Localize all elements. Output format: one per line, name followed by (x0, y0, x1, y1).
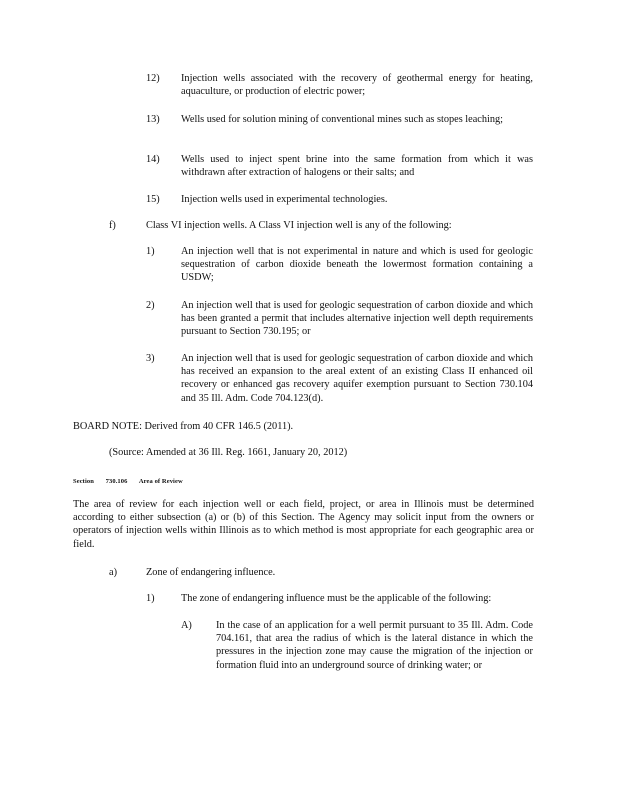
item-number: 12) (146, 73, 160, 84)
item-text: Injection wells used in experimental technologies. (181, 194, 388, 205)
subsection-letter: a) (109, 567, 117, 578)
section-heading (73, 475, 193, 488)
item-number: 1) (146, 593, 155, 604)
item-text: Wells used for solution mining of conventional mines such as stopes leaching; (181, 114, 504, 125)
item-text: Injection wells associated with the recovery of geothermal energy for heating, aquaculture, or production of electric power; (181, 73, 533, 98)
item-number: 1) (146, 246, 155, 257)
section-intro: The area of review for each injection well or each field, project, or area in Illinois must be determined according to either subsection (a) or (b) of this Section. The Agency may solicit input from the owners or operators of injection wells within Illinois as to which method is most appropriate for each geographic area or field. (73, 499, 534, 550)
item-text: The zone of endangering influence must be the applicable of the following: (181, 593, 492, 604)
source-note: (Source: Amended at 36 Ill. Reg. 1661, January 20, 2012) (109, 447, 348, 458)
subsection-heading: Class VI injection wells. A Class VI injection well is any of the following: (146, 220, 452, 231)
item-text: An injection well that is used for geologic sequestration of carbon dioxide and which has received an expansion to the areal extent of an existing Class II enhanced oil recovery or enhanced gas recovery aquifer exemption pursuant to Section 730.104 and 35 Ill. Adm. Code 704.123(d). (181, 353, 533, 404)
item-number: 13) (146, 114, 160, 125)
item-text: In the case of an application for a well permit pursuant to 35 Ill. Adm. Code 704.161, that area the radius of which is the lateral distance in which the pressures in the injection zone may cause the migration of the injection or formation fluid into an underground source of drinking water; or (216, 620, 533, 671)
subsection-heading: Zone of endangering influence. (146, 567, 276, 578)
section-label: Section (73, 478, 94, 485)
subsection-letter: f) (109, 220, 116, 231)
board-note: BOARD NOTE: Derived from 40 CFR 146.5 (2011). (73, 421, 294, 432)
item-number: 3) (146, 353, 155, 364)
item-letter: A) (181, 620, 192, 631)
item-text: Wells used to inject spent brine into the same formation from which it was withdrawn after extraction of halogens or their salts; and (181, 154, 533, 179)
item-number: 14) (146, 154, 160, 165)
item-number: 2) (146, 300, 155, 311)
section-number: 730.106 (105, 478, 128, 485)
item-text: An injection well that is not experimental in nature and which is used for geologic sequestration of carbon dioxide beneath the lowermost formation containing a USDW; (181, 246, 533, 284)
item-text: An injection well that is used for geologic sequestration of carbon dioxide and which has been granted a permit that includes alternative injection well depth requirements pursuant to Section 730.195; or (181, 300, 533, 338)
section-title: Area of Review (138, 478, 183, 485)
item-number: 15) (146, 194, 160, 205)
